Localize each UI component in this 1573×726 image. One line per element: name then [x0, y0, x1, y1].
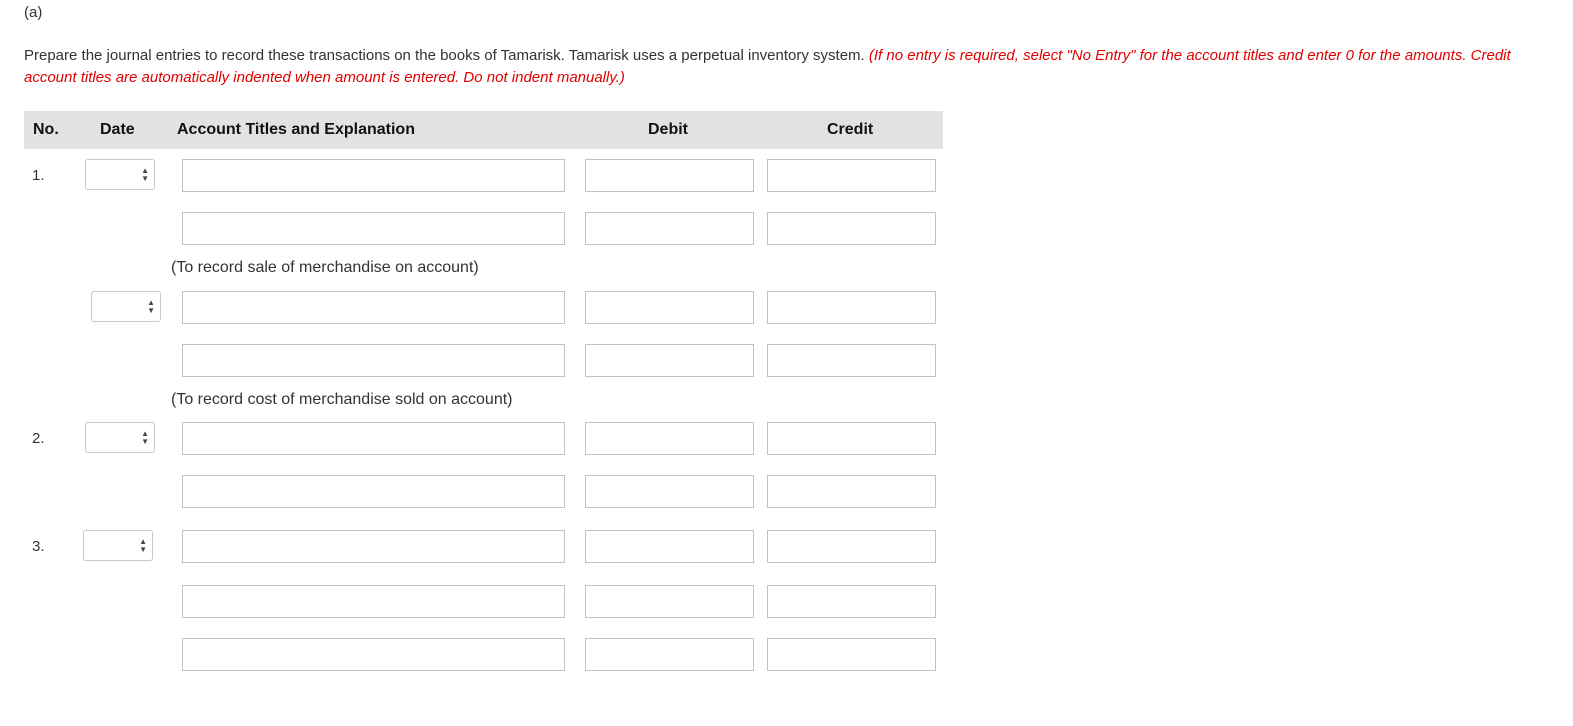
- entry-1-line-1-debit[interactable]: [585, 159, 754, 192]
- select-arrows-icon: ▲ ▼: [147, 298, 155, 315]
- select-arrows-icon: ▲ ▼: [141, 166, 149, 183]
- entry-3-line-2-credit[interactable]: [767, 585, 936, 618]
- header-debit: Debit: [648, 121, 688, 138]
- entry-2-number: 2.: [32, 430, 45, 447]
- entry-3-line-1-account[interactable]: [182, 530, 565, 563]
- entry-1-explanation-sale: (To record sale of merchandise on account): [171, 259, 479, 276]
- entry-1-line-2-account[interactable]: [182, 212, 565, 245]
- table-header: [24, 111, 943, 149]
- entry-1-line-1-account[interactable]: [182, 159, 565, 192]
- entry-1-number: 1.: [32, 167, 45, 184]
- select-arrows-icon: ▲ ▼: [141, 429, 149, 446]
- entry-1-explanation-cost: (To record cost of merchandise sold on account): [171, 391, 513, 408]
- entry-3-line-2-account[interactable]: [182, 585, 565, 618]
- entry-3-line-3-account[interactable]: [182, 638, 565, 671]
- entry-3-line-2-debit[interactable]: [585, 585, 754, 618]
- select-arrows-icon: ▲ ▼: [139, 537, 147, 554]
- part-label: (a): [24, 4, 43, 21]
- entry-1-line-2-credit[interactable]: [767, 212, 936, 245]
- entry-1-date-select[interactable]: [85, 159, 155, 190]
- entry-3-line-1-debit[interactable]: [585, 530, 754, 563]
- entry-2-date-select[interactable]: [85, 422, 155, 453]
- entry-1-line-4-debit[interactable]: [585, 344, 754, 377]
- entry-2-line-1-account[interactable]: [182, 422, 565, 455]
- entry-3-line-1-credit[interactable]: [767, 530, 936, 563]
- entry-2-line-1-debit[interactable]: [585, 422, 754, 455]
- entry-1-line-3-account[interactable]: [182, 291, 565, 324]
- entry-1-line-4-credit[interactable]: [767, 344, 936, 377]
- entry-2-line-2-credit[interactable]: [767, 475, 936, 508]
- header-no: No.: [33, 121, 59, 138]
- instructions-note: (If no entry is required, select "No Entry" for the account titles and enter 0 for the amounts. Credit account titles are automatically indented when amount is entered. Do not indent manually.): [24, 47, 1511, 86]
- entry-1-line-2-debit[interactable]: [585, 212, 754, 245]
- entry-3-line-3-debit[interactable]: [585, 638, 754, 671]
- entry-1-line-1-credit[interactable]: [767, 159, 936, 192]
- entry-1-line-3-debit[interactable]: [585, 291, 754, 324]
- header-date: Date: [100, 121, 135, 138]
- entry-2-line-1-credit[interactable]: [767, 422, 936, 455]
- entry-2-line-2-account[interactable]: [182, 475, 565, 508]
- instructions-text: Prepare the journal entries to record these transactions on the books of Tamarisk. Tamarisk uses a perpetual inventory system.: [24, 47, 865, 64]
- entry-1-line-3-credit[interactable]: [767, 291, 936, 324]
- header-account: Account Titles and Explanation: [177, 121, 415, 138]
- entry-3-line-3-credit[interactable]: [767, 638, 936, 671]
- header-credit: Credit: [827, 121, 874, 138]
- entry-2-line-2-debit[interactable]: [585, 475, 754, 508]
- entry-3-number: 3.: [32, 538, 45, 555]
- entry-1-line-4-account[interactable]: [182, 344, 565, 377]
- instructions: [24, 45, 1549, 89]
- entry-1b-date-select[interactable]: [91, 291, 161, 322]
- entry-3-date-select[interactable]: [83, 530, 153, 561]
